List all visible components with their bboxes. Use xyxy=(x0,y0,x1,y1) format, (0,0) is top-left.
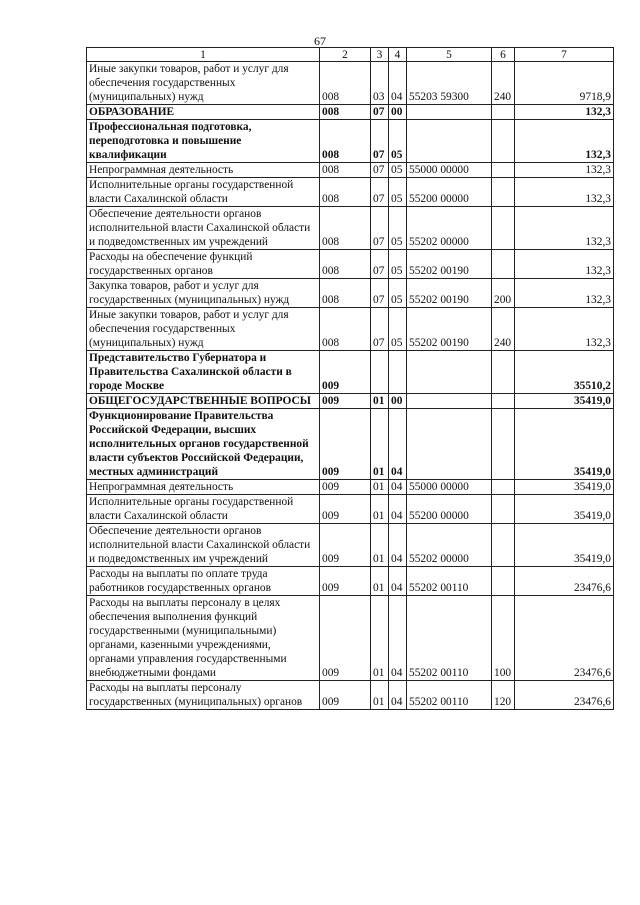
section-code: 07 xyxy=(371,163,389,178)
subsection-code: 04 xyxy=(389,524,407,567)
section-code: 07 xyxy=(371,120,389,163)
amount: 132,3 xyxy=(515,163,614,178)
row-name: Исполнительные органы государственной власти Сахалинской области xyxy=(87,178,320,207)
expense-type-code xyxy=(492,567,515,596)
column-number: 2 xyxy=(320,48,371,62)
table-row xyxy=(87,596,614,681)
target-article-code: 55200 00000 xyxy=(407,178,492,207)
expense-type-code xyxy=(492,495,515,524)
subsection-code: 00 xyxy=(389,394,407,409)
subsection-code xyxy=(389,351,407,394)
subsection-code: 05 xyxy=(389,250,407,279)
row-name: Расходы на выплаты персоналу в целях обеспечения выполнения функций государственными (муниципальными) органами, казенными учреждениями, органами управления государственными внебюджетными фондами xyxy=(87,596,320,681)
row-name: Профессиональная подготовка, переподготовка и повышение квалификации xyxy=(87,120,320,163)
table-row xyxy=(87,105,614,120)
ministry-code: 008 xyxy=(320,105,371,120)
table-row xyxy=(87,681,614,710)
subsection-code: 04 xyxy=(389,495,407,524)
section-code: 01 xyxy=(371,681,389,710)
column-number: 3 xyxy=(371,48,389,62)
ministry-code: 008 xyxy=(320,308,371,351)
expense-type-code xyxy=(492,409,515,480)
subsection-code: 05 xyxy=(389,120,407,163)
table-row xyxy=(87,480,614,495)
row-name: Обеспечение деятельности органов исполнительной власти Сахалинской области и подведомственных им учреждений xyxy=(87,207,320,250)
expense-type-code xyxy=(492,178,515,207)
ministry-code: 009 xyxy=(320,394,371,409)
amount: 132,3 xyxy=(515,250,614,279)
table-row xyxy=(87,567,614,596)
ministry-code: 008 xyxy=(320,120,371,163)
section-code: 01 xyxy=(371,495,389,524)
expense-type-code: 120 xyxy=(492,681,515,710)
section-code: 03 xyxy=(371,62,389,105)
subsection-code: 05 xyxy=(389,207,407,250)
table-row xyxy=(87,207,614,250)
amount: 132,3 xyxy=(515,308,614,351)
row-name: Функционирование Правительства Российской Федерации, высших исполнительных органов государственной власти субъектов Российской Федерации, местных администраций xyxy=(87,409,320,480)
table-row xyxy=(87,120,614,163)
amount: 35419,0 xyxy=(515,495,614,524)
amount: 23476,6 xyxy=(515,567,614,596)
ministry-code: 008 xyxy=(320,178,371,207)
amount: 23476,6 xyxy=(515,681,614,710)
row-name: Расходы на обеспечение функций государственных органов xyxy=(87,250,320,279)
ministry-code: 008 xyxy=(320,163,371,178)
target-article-code: 55202 00190 xyxy=(407,279,492,308)
target-article-code: 55202 00000 xyxy=(407,524,492,567)
target-article-code: 55202 00110 xyxy=(407,596,492,681)
column-number: 4 xyxy=(389,48,407,62)
expense-type-code xyxy=(492,250,515,279)
expense-type-code xyxy=(492,105,515,120)
target-article-code: 55202 00190 xyxy=(407,308,492,351)
section-code: 07 xyxy=(371,308,389,351)
amount: 132,3 xyxy=(515,120,614,163)
target-article-code: 55202 00190 xyxy=(407,250,492,279)
row-name: Расходы на выплаты по оплате труда работников государственных органов xyxy=(87,567,320,596)
ministry-code: 009 xyxy=(320,681,371,710)
column-number: 5 xyxy=(407,48,492,62)
target-article-code xyxy=(407,351,492,394)
target-article-code: 55200 00000 xyxy=(407,495,492,524)
subsection-code: 04 xyxy=(389,409,407,480)
row-name: Непрограммная деятельность xyxy=(87,480,320,495)
section-code: 01 xyxy=(371,524,389,567)
amount: 132,3 xyxy=(515,105,614,120)
expense-type-code xyxy=(492,480,515,495)
budget-table-body xyxy=(87,48,614,710)
target-article-code: 55202 00000 xyxy=(407,207,492,250)
column-number: 1 xyxy=(87,48,320,62)
subsection-code: 04 xyxy=(389,596,407,681)
expense-type-code: 240 xyxy=(492,62,515,105)
ministry-code: 009 xyxy=(320,480,371,495)
expense-type-code: 240 xyxy=(492,308,515,351)
ministry-code: 008 xyxy=(320,279,371,308)
amount: 35419,0 xyxy=(515,394,614,409)
amount: 35419,0 xyxy=(515,524,614,567)
amount: 132,3 xyxy=(515,178,614,207)
ministry-code: 009 xyxy=(320,524,371,567)
target-article-code xyxy=(407,120,492,163)
subsection-code: 04 xyxy=(389,681,407,710)
expense-type-code xyxy=(492,163,515,178)
section-code: 07 xyxy=(371,250,389,279)
table-row xyxy=(87,308,614,351)
table-row xyxy=(87,351,614,394)
expense-type-code xyxy=(492,394,515,409)
amount: 35419,0 xyxy=(515,409,614,480)
section-code: 01 xyxy=(371,409,389,480)
target-article-code: 55202 00110 xyxy=(407,681,492,710)
ministry-code: 008 xyxy=(320,62,371,105)
table-row xyxy=(87,279,614,308)
ministry-code: 009 xyxy=(320,351,371,394)
row-name: Обеспечение деятельности органов исполнительной власти Сахалинской области и подведомственных им учреждений xyxy=(87,524,320,567)
amount: 132,3 xyxy=(515,207,614,250)
subsection-code: 04 xyxy=(389,567,407,596)
amount: 35419,0 xyxy=(515,480,614,495)
expense-type-code: 200 xyxy=(492,279,515,308)
subsection-code: 00 xyxy=(389,105,407,120)
row-name: Иные закупки товаров, работ и услуг для обеспечения государственных (муниципальных) нужд xyxy=(87,62,320,105)
table-row xyxy=(87,250,614,279)
ministry-code: 009 xyxy=(320,596,371,681)
subsection-code: 04 xyxy=(389,480,407,495)
section-code: 01 xyxy=(371,567,389,596)
ministry-code: 009 xyxy=(320,409,371,480)
row-name: Закупка товаров, работ и услуг для государственных (муниципальных) нужд xyxy=(87,279,320,308)
subsection-code: 05 xyxy=(389,279,407,308)
row-name: Иные закупки товаров, работ и услуг для обеспечения государственных (муниципальных) нужд xyxy=(87,308,320,351)
amount: 23476,6 xyxy=(515,596,614,681)
target-article-code xyxy=(407,105,492,120)
ministry-code: 009 xyxy=(320,567,371,596)
target-article-code xyxy=(407,394,492,409)
section-code: 01 xyxy=(371,394,389,409)
section-code xyxy=(371,351,389,394)
section-code: 01 xyxy=(371,480,389,495)
amount: 9718,9 xyxy=(515,62,614,105)
row-name: Представительство Губернатора и Правительства Сахалинской области в городе Москве xyxy=(87,351,320,394)
target-article-code: 55000 00000 xyxy=(407,480,492,495)
expense-type-code: 100 xyxy=(492,596,515,681)
subsection-code: 05 xyxy=(389,163,407,178)
section-code: 07 xyxy=(371,279,389,308)
section-code: 01 xyxy=(371,596,389,681)
target-article-code: 55202 00110 xyxy=(407,567,492,596)
amount: 132,3 xyxy=(515,279,614,308)
expense-type-code xyxy=(492,207,515,250)
page-number: 67 xyxy=(314,34,326,48)
subsection-code: 05 xyxy=(389,308,407,351)
section-code: 07 xyxy=(371,207,389,250)
table-row xyxy=(87,524,614,567)
section-code: 07 xyxy=(371,105,389,120)
row-name: Исполнительные органы государственной власти Сахалинской области xyxy=(87,495,320,524)
expense-type-code xyxy=(492,351,515,394)
table-row xyxy=(87,62,614,105)
expense-type-code xyxy=(492,120,515,163)
expense-type-code xyxy=(492,524,515,567)
row-name: Непрограммная деятельность xyxy=(87,163,320,178)
subsection-code: 04 xyxy=(389,62,407,105)
ministry-code: 008 xyxy=(320,250,371,279)
table-row xyxy=(87,163,614,178)
budget-table xyxy=(86,47,614,710)
ministry-code: 008 xyxy=(320,207,371,250)
section-code: 07 xyxy=(371,178,389,207)
target-article-code: 55203 59300 xyxy=(407,62,492,105)
row-name: Расходы на выплаты персоналу государственных (муниципальных) органов xyxy=(87,681,320,710)
column-number: 6 xyxy=(492,48,515,62)
row-name: ОБРАЗОВАНИЕ xyxy=(87,105,320,120)
subsection-code: 05 xyxy=(389,178,407,207)
column-number: 7 xyxy=(515,48,614,62)
table-row xyxy=(87,409,614,480)
target-article-code: 55000 00000 xyxy=(407,163,492,178)
table-row xyxy=(87,178,614,207)
row-name: ОБЩЕГОСУДАРСТВЕННЫЕ ВОПРОСЫ xyxy=(87,394,320,409)
ministry-code: 009 xyxy=(320,495,371,524)
column-number-row xyxy=(87,48,614,62)
table-row xyxy=(87,495,614,524)
amount: 35510,2 xyxy=(515,351,614,394)
target-article-code xyxy=(407,409,492,480)
table-row xyxy=(87,394,614,409)
